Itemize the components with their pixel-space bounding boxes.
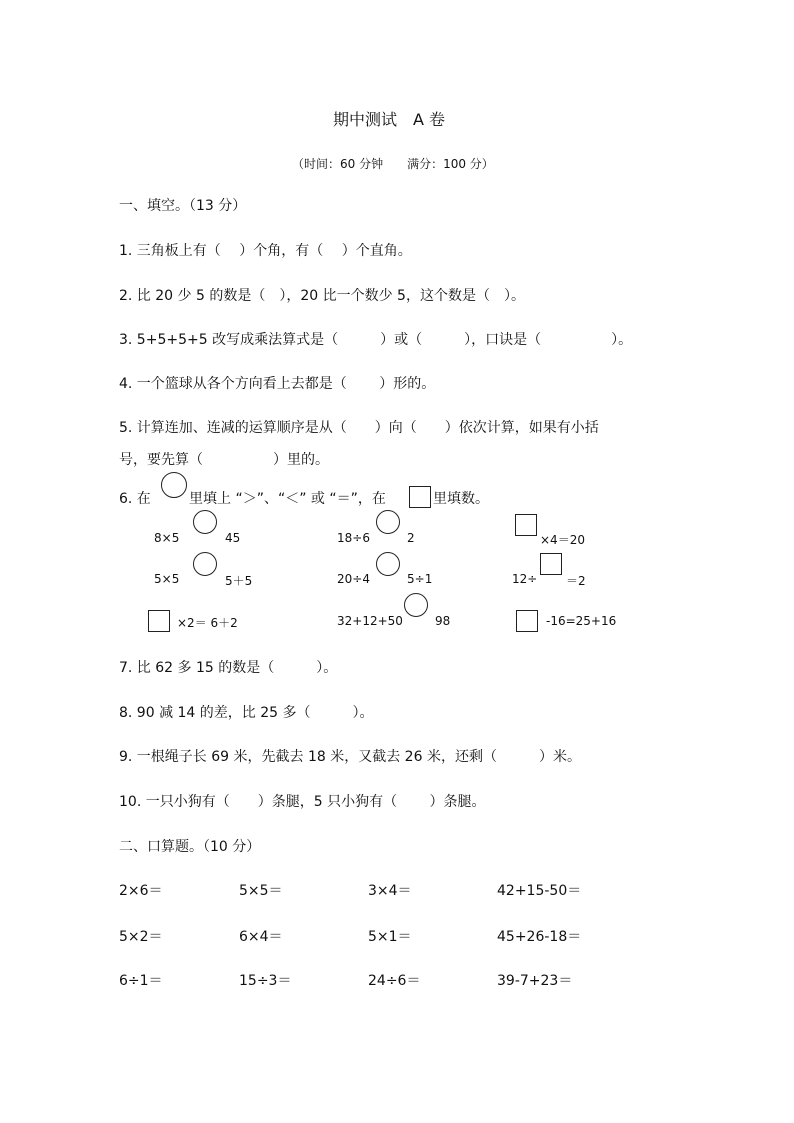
- compare-circle[interactable]: [376, 552, 400, 576]
- circle-blank-example: [161, 472, 187, 498]
- r2c3-left: 12÷: [512, 572, 538, 586]
- compare-circle[interactable]: [404, 593, 428, 617]
- mental-math-item: 3×4＝: [368, 883, 412, 899]
- compare-circle[interactable]: [193, 510, 217, 534]
- mental-math-item: 5×5＝: [239, 883, 283, 899]
- mental-math-item: 6÷1＝: [119, 973, 163, 989]
- r1c2-left: 18÷6: [337, 531, 370, 545]
- r1c1-left: 8×5: [154, 531, 180, 545]
- question-5-line2: 号，要先算（ ）里的。: [119, 452, 329, 468]
- r3c2-right: 98: [435, 614, 451, 628]
- question-7: 7. 比 62 多 15 的数是（ ）。: [119, 660, 338, 676]
- mental-math-item: 24÷6＝: [368, 973, 421, 989]
- question-6-middle: 里填上 “＞”、“＜” 或 “＝”，在: [189, 491, 386, 507]
- fill-box[interactable]: [540, 553, 562, 575]
- r1c2-right: 2: [407, 531, 415, 545]
- mental-math-item: 5×1＝: [368, 929, 412, 945]
- question-8: 8. 90 减 14 的差，比 25 多（ ）。: [119, 705, 374, 721]
- page-title: 期中测试 A 卷: [333, 110, 446, 129]
- question-1: 1. 三角板上有（ ）个角，有（ ）个直角。: [119, 243, 412, 259]
- question-4: 4. 一个篮球从各个方向看上去都是（ ）形的。: [119, 376, 436, 392]
- r3c3-right: -16=25+16: [546, 614, 617, 628]
- r3c1-right: ×2＝ 6＋2: [177, 616, 238, 630]
- box-blank-example: [409, 486, 431, 508]
- fill-box[interactable]: [516, 610, 538, 632]
- r2c3-right: ＝2: [566, 574, 586, 588]
- compare-circle[interactable]: [193, 552, 217, 576]
- section2-heading: 二、口算题。（10 分）: [119, 839, 261, 855]
- question-6-prefix: 6. 在: [119, 491, 151, 507]
- r2c2-left: 20÷4: [337, 572, 370, 586]
- r3c2-left: 32+12+50: [337, 614, 403, 628]
- mental-math-item: 15÷3＝: [239, 973, 292, 989]
- r1c3-right: ×4＝20: [540, 533, 585, 547]
- r2c1-right: 5＋5: [225, 574, 253, 588]
- exam-info: （时间：60 分钟 满分：100 分）: [292, 157, 494, 171]
- fill-box[interactable]: [148, 610, 170, 632]
- mental-math-item: 6×4＝: [239, 929, 283, 945]
- compare-circle[interactable]: [376, 510, 400, 534]
- mental-math-item: 39-7+23＝: [497, 973, 573, 989]
- mental-math-item: 2×6＝: [119, 883, 163, 899]
- question-10: 10. 一只小狗有（ ）条腿，5 只小狗有（ ）条腿。: [119, 794, 486, 810]
- question-9: 9. 一根绳子长 69 米，先截去 18 米，又截去 26 米，还剩（ ）米。: [119, 749, 581, 765]
- question-6-suffix: 里填数。: [433, 491, 489, 507]
- section1-heading: 一、填空。（13 分）: [119, 198, 247, 214]
- question-2: 2. 比 20 少 5 的数是（ ），20 比一个数少 5，这个数是（ ）。: [119, 288, 525, 304]
- r1c1-right: 45: [225, 531, 241, 545]
- r2c1-left: 5×5: [154, 572, 180, 586]
- fill-box[interactable]: [515, 514, 537, 536]
- question-3: 3. 5+5+5+5 改写成乘法算式是（ ）或（ ），口诀是（ ）。: [119, 332, 633, 348]
- question-5-line1: 5. 计算连加、连减的运算顺序是从（ ）向（ ）依次计算，如果有小括: [119, 420, 599, 436]
- mental-math-item: 42+15-50＝: [497, 883, 582, 899]
- r2c2-right: 5÷1: [407, 572, 433, 586]
- mental-math-item: 5×2＝: [119, 929, 163, 945]
- mental-math-item: 45+26-18＝: [497, 929, 582, 945]
